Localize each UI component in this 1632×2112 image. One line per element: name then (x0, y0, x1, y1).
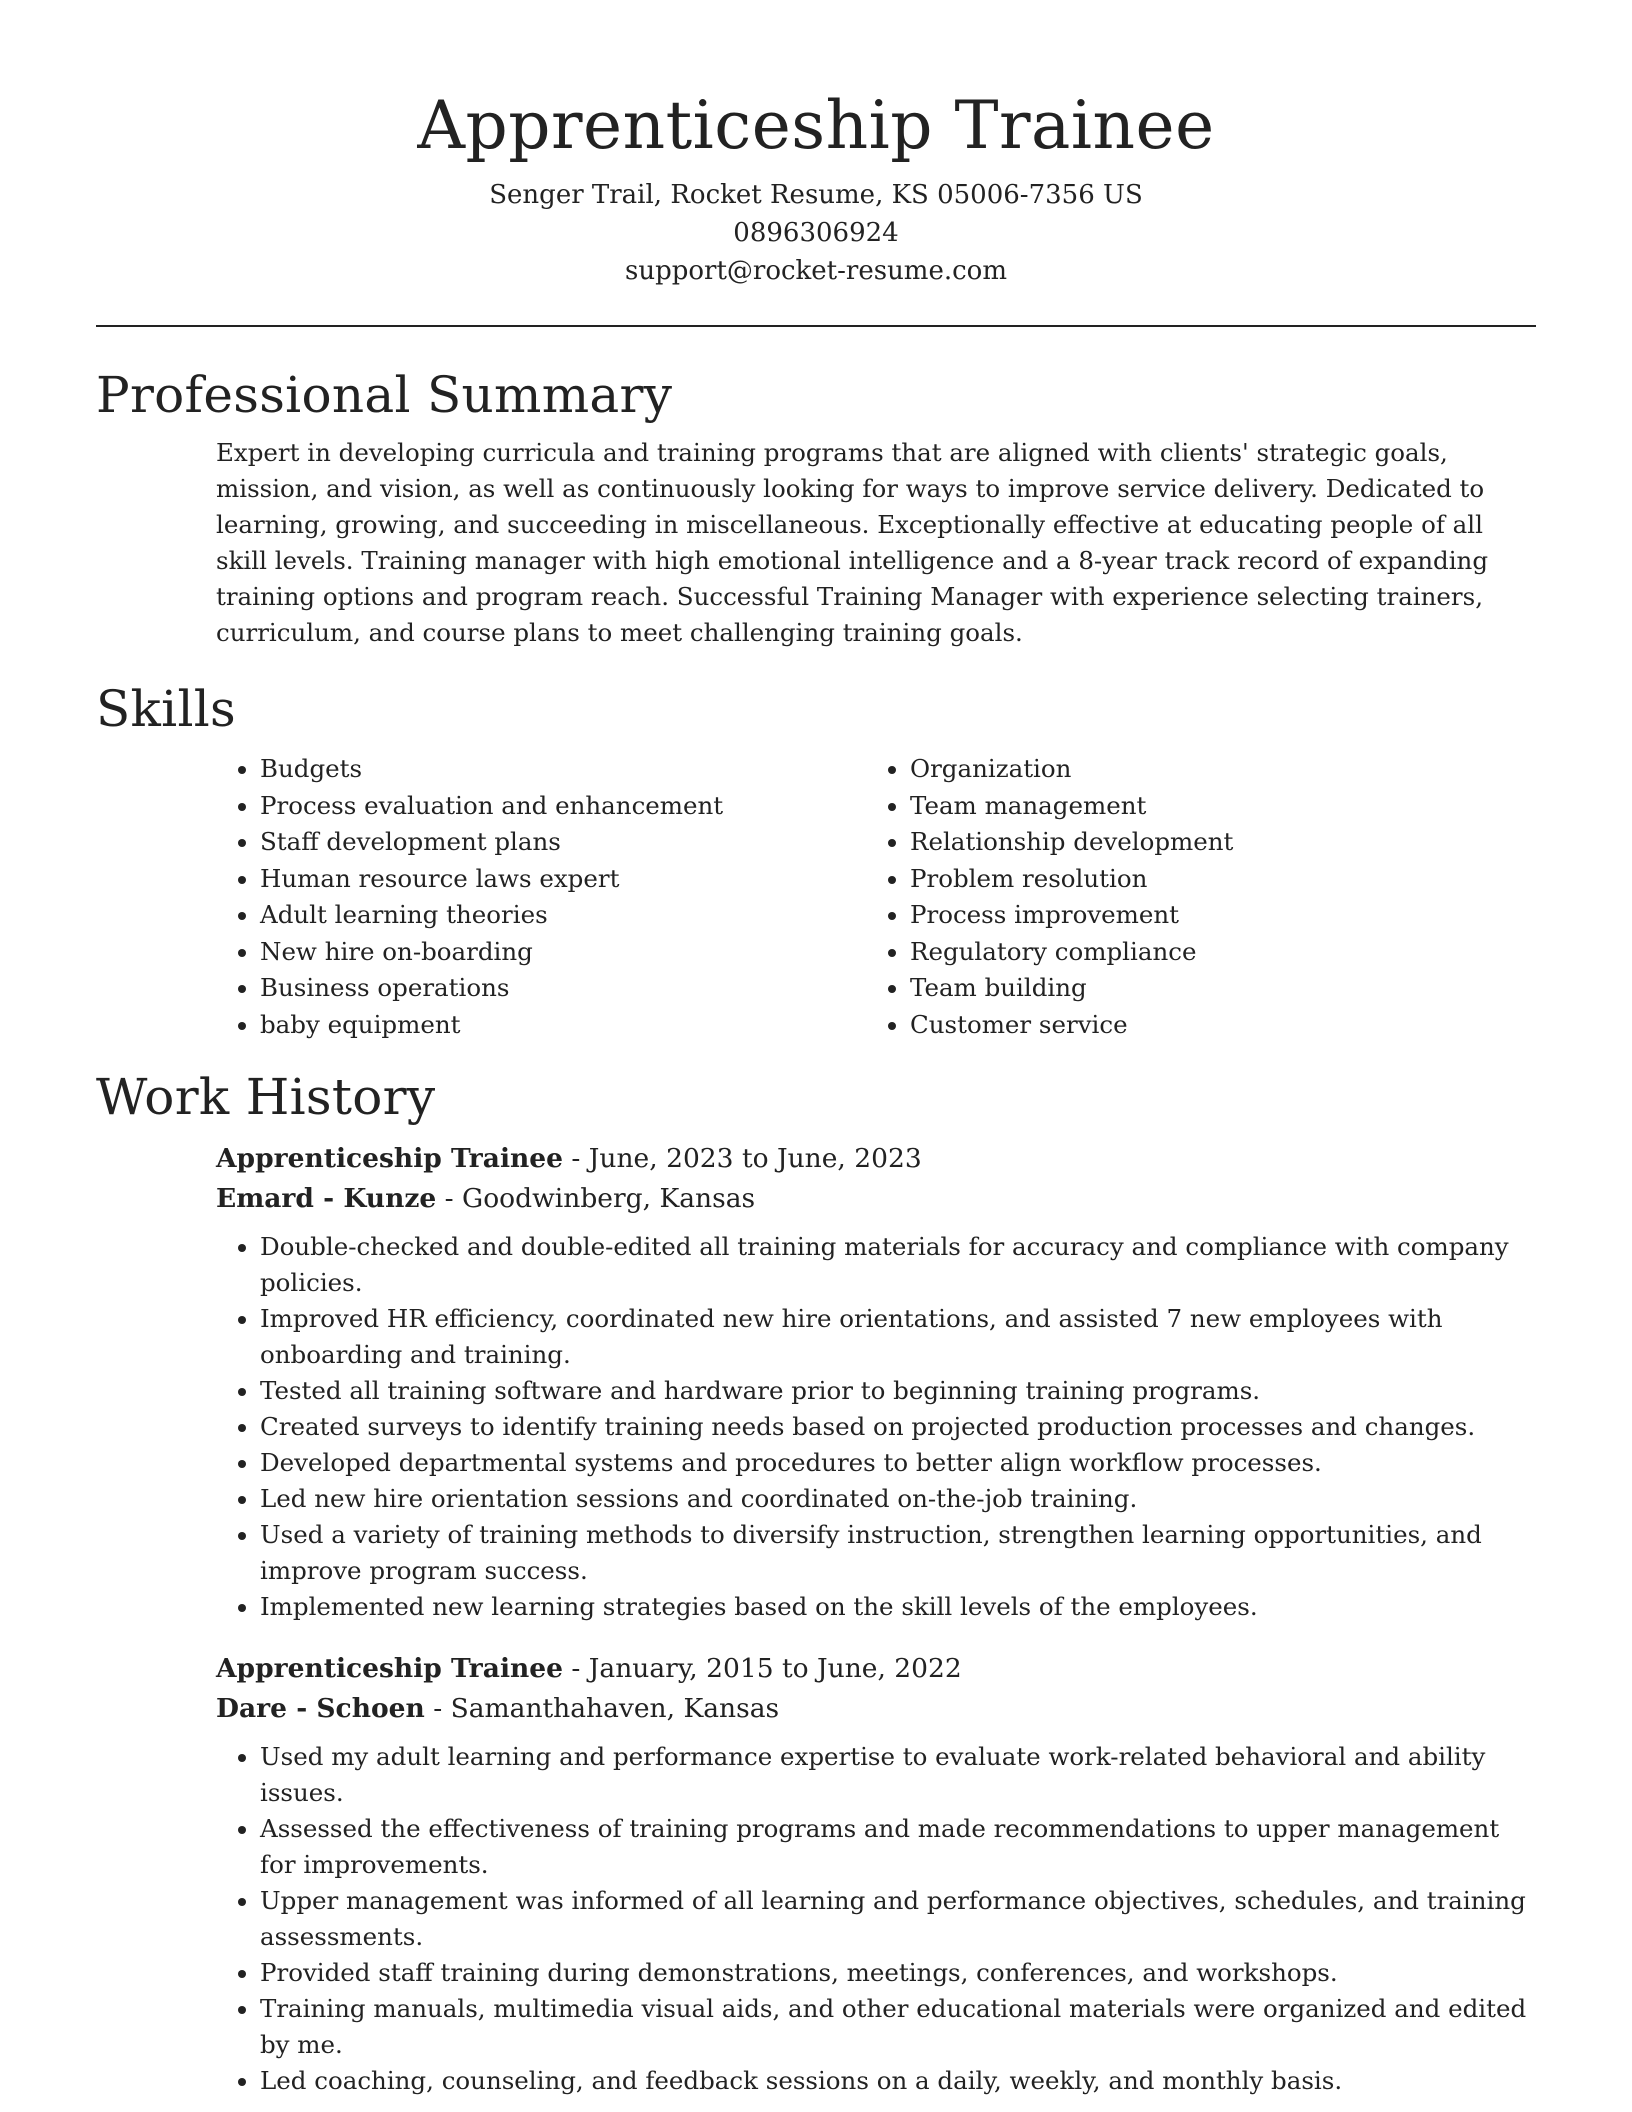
skills-columns (216, 751, 1536, 1043)
job-dates: - June, 2023 to June, 2023 (563, 1143, 922, 1174)
skill-item: • Relationship development (910, 824, 1516, 861)
job-bullet-list (216, 1739, 1536, 2099)
job-bullet: • Upper management was informed of all learning and performance objectives, schedules, and training assessments. (260, 1883, 1536, 1955)
work-history-section (216, 1139, 1536, 2099)
job-bullet: • Created surveys to identify training needs based on projected production processes and changes. (260, 1409, 1536, 1445)
job-bullet: • Double-checked and double-edited all training materials for accuracy and compliance with company policies. (260, 1229, 1536, 1301)
skill-item: • Customer service (910, 1007, 1516, 1044)
skills-section (216, 751, 1536, 1043)
skills-list-left (216, 751, 866, 1043)
job-title: Apprenticeship Trainee (216, 1143, 563, 1174)
summary-text: Expert in developing curricula and training programs that are aligned with clients' strategic goals, mission, and vision, as well as continuously looking for ways to improve service delivery. Dedicated to learning, growing, and succeeding in miscellaneous. Exceptionally effective at educating people of all skill levels. Training manager with high emotional intelligence and a 8-year track record of expanding training options and program reach. Successful Training Manager with experience selecting trainers, curriculum, and course plans to meet challenging training goals. (216, 438, 1489, 647)
job-bullet-list (216, 1229, 1536, 1625)
skills-list-right (866, 751, 1516, 1043)
job-entry (216, 1649, 1536, 2099)
job-location: - Samanthahaven, Kansas (424, 1693, 780, 1724)
skill-item: • Adult learning theories (260, 897, 866, 934)
job-bullet: • Used a variety of training methods to diversify instruction, strengthen learning opportunities, and improve program success. (260, 1517, 1536, 1589)
job-title-line (216, 1649, 1536, 1689)
job-bullet: • Developed departmental systems and procedures to better align workflow processes. (260, 1445, 1536, 1481)
job-bullet: • Provided staff training during demonstrations, meetings, conferences, and workshops. (260, 1955, 1536, 1991)
resume-header (96, 0, 1536, 290)
skill-item: • Human resource laws expert (260, 861, 866, 898)
skill-item: • Team building (910, 970, 1516, 1007)
job-bullet: • Led coaching, counseling, and feedback sessions on a daily, weekly, and monthly basis. (260, 2063, 1536, 2099)
job-bullet: • Assessed the effectiveness of training programs and made recommendations to upper management for improvements. (260, 1811, 1536, 1883)
job-bullet: • Tested all training software and hardware prior to beginning training programs. (260, 1373, 1536, 1409)
job-bullet: • Training manuals, multimedia visual aids, and other educational materials were organized and edited by me. (260, 1991, 1536, 2063)
skill-item: • Team management (910, 788, 1516, 825)
job-entry (216, 1139, 1536, 1625)
work-history-heading: Work History (96, 1068, 436, 1126)
resume-page (96, 0, 1536, 2099)
job-bullet: • Implemented new learning strategies based on the skill levels of the employees. (260, 1589, 1536, 1625)
skill-item: • Staff development plans (260, 824, 866, 861)
email: support@rocket-resume.com (624, 256, 1007, 286)
skills-heading: Skills (96, 680, 236, 738)
phone: 0896306924 (733, 218, 899, 248)
skill-item: • baby equipment (260, 1007, 866, 1044)
skill-item: • Process improvement (910, 897, 1516, 934)
job-location: - Goodwinberg, Kansas (436, 1183, 756, 1214)
job-dates: - January, 2015 to June, 2022 (563, 1653, 962, 1684)
skill-item: • Problem resolution (910, 861, 1516, 898)
job-title: Apprenticeship Trainee (216, 1653, 563, 1684)
job-company: Dare - Schoen (216, 1693, 425, 1724)
skill-item: • Organization (910, 751, 1516, 788)
job-bullet: • Used my adult learning and performance expertise to evaluate work-related behavioral and ability issues. (260, 1739, 1536, 1811)
job-company-line (216, 1689, 1536, 1729)
job-company-line (216, 1179, 1536, 1219)
skill-item: • Budgets (260, 751, 866, 788)
job-company: Emard - Kunze (216, 1183, 437, 1214)
skill-item: • Business operations (260, 970, 866, 1007)
skill-item: • New hire on-boarding (260, 934, 866, 971)
job-bullet: • Led new hire orientation sessions and coordinated on-the-job training. (260, 1481, 1536, 1517)
skill-item: • Regulatory compliance (910, 934, 1516, 971)
summary-section (216, 435, 1536, 651)
summary-heading: Professional Summary (96, 366, 673, 424)
job-title-line (216, 1139, 1536, 1179)
candidate-name: Apprenticeship Trainee (417, 87, 1215, 164)
skill-item: • Process evaluation and enhancement (260, 788, 866, 825)
address: Senger Trail, Rocket Resume, KS 05006-7356 US (489, 180, 1143, 210)
job-bullet: • Improved HR efficiency, coordinated new hire orientations, and assisted 7 new employees with onboarding and training. (260, 1301, 1536, 1373)
header-divider (96, 325, 1536, 327)
